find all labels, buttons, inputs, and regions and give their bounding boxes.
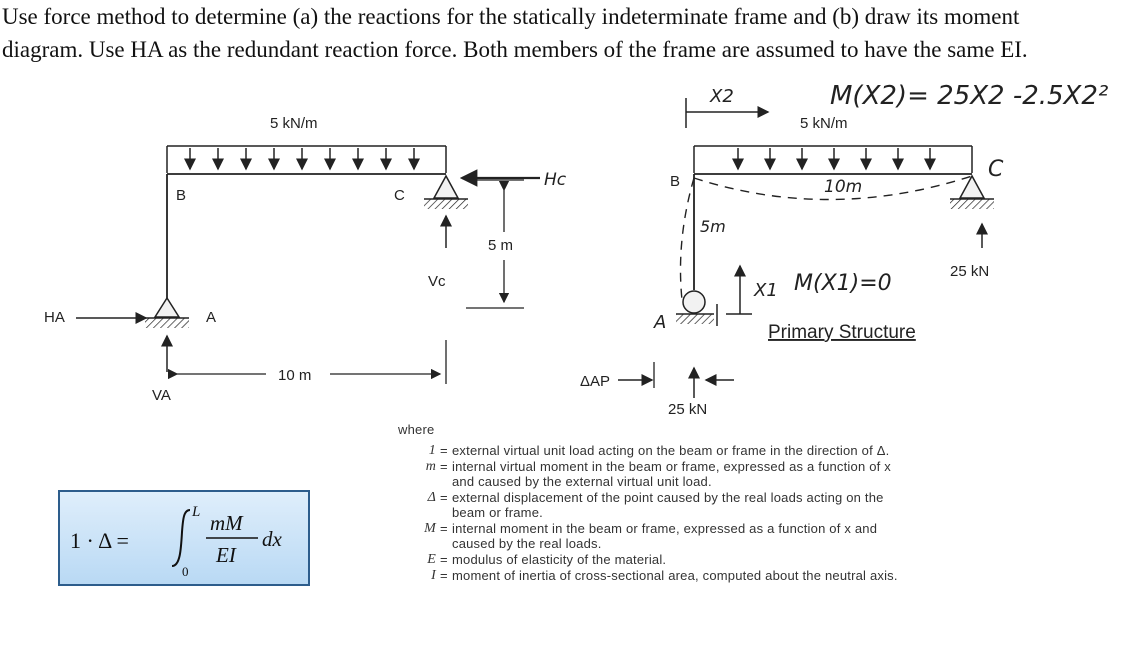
- hc-label: Hc: [544, 170, 567, 190]
- definition-text: external virtual unit load acting on the beam or frame in the direction of Δ.: [452, 443, 890, 458]
- hand-span-label: 10m: [824, 177, 863, 197]
- vc-label: Vc: [428, 273, 446, 290]
- definition-symbol: 1: [428, 443, 436, 458]
- definition-symbol: E: [427, 552, 436, 567]
- definitions-heading: where: [398, 422, 435, 437]
- definition-text: internal virtual moment in the beam or frame, expressed as a function of x and caused by the external virtual unit load.: [452, 459, 891, 489]
- left-support-a: [145, 298, 189, 328]
- definition-item: Δ = external displacement of the point caused by the real loads acting on the beam or frame.: [398, 490, 928, 520]
- virtual-work-formula: [58, 490, 310, 586]
- definition-text: internal moment in the beam or frame, expressed as a function of x and caused by the real loads.: [452, 521, 878, 551]
- primary-structure-label: Primary Structure: [768, 322, 916, 343]
- formula-lower-limit: 0: [182, 564, 189, 579]
- right-node-a: A: [654, 312, 667, 333]
- x1-label: X1: [754, 280, 778, 301]
- right-node-b: B: [670, 173, 681, 190]
- definition-item: m = internal virtual moment in the beam or frame, expressed as a function of x and caused by the external virtual unit load.: [398, 459, 928, 489]
- formula-denominator: EI: [216, 543, 236, 567]
- definition-symbol: Δ: [427, 490, 436, 505]
- definition-item: I = moment of inertia of cross-sectional area, computed about the neutral axis.: [398, 568, 928, 583]
- left-node-c: C: [394, 187, 405, 204]
- definition-text: moment of inertia of cross-sectional area, computed about the neutral axis.: [452, 568, 898, 583]
- left-load-label: 5 kN/m: [270, 115, 318, 132]
- moment-x2-label: M(X2)= 25X2 -2.5X2²: [830, 81, 1109, 111]
- right-reaction-a: 25 kN: [668, 401, 708, 418]
- left-frame: [44, 115, 567, 404]
- formula-dx: dx: [262, 527, 282, 551]
- definition-text: external displacement of the point caused by the real loads acting on the beam or frame.: [452, 490, 884, 520]
- definition-symbol: M: [424, 521, 436, 536]
- formula-lhs: 1 · Δ =: [70, 528, 129, 553]
- definition-text: modulus of elasticity of the material.: [452, 552, 667, 567]
- definition-item: 1 = external virtual unit load acting on the beam or frame in the direction of Δ.: [398, 443, 928, 458]
- left-distributed-load: [167, 146, 446, 173]
- right-reaction-c: 25 kN: [950, 263, 990, 280]
- left-support-c: [424, 176, 468, 209]
- right-distributed-load: [694, 146, 972, 173]
- x2-label: X2: [710, 86, 734, 107]
- definition-symbol: m: [425, 459, 436, 474]
- formula-numerator: mM: [210, 511, 243, 535]
- ha-label: HA: [44, 309, 65, 326]
- left-node-a: A: [206, 309, 217, 326]
- formula-upper-limit: L: [192, 504, 201, 520]
- hand-height-label: 5m: [700, 217, 726, 236]
- right-load-label: 5 kN/m: [800, 115, 848, 132]
- problem-statement: Use force method to determine (a) the reactions for the statically indeterminate frame and (b) draw its moment diagram. Use HA as the redundant reaction force. Both members of the frame are assumed to have the same EI.: [2, 4, 1028, 62]
- definition-item: E = modulus of elasticity of the material.: [398, 552, 928, 567]
- x1-axis: [726, 266, 752, 314]
- moment-x1-label: M(X1)=0: [794, 271, 892, 296]
- va-label: VA: [152, 387, 171, 404]
- integral-sign-icon: [172, 510, 190, 566]
- height-label: 5 m: [488, 237, 514, 254]
- left-node-b: B: [176, 187, 187, 204]
- definitions: [398, 422, 928, 584]
- right-frame: [580, 81, 1108, 418]
- delta-ap-label: ΔAP: [580, 373, 611, 390]
- span-dimension: [177, 340, 446, 384]
- right-node-c: C: [988, 157, 1004, 182]
- definition-symbol: I: [431, 568, 436, 583]
- deflected-column: [681, 178, 695, 300]
- span-label: 10 m: [278, 367, 312, 384]
- definition-item: M = internal moment in the beam or frame, expressed as a function of x and caused by the real loads.: [398, 521, 928, 551]
